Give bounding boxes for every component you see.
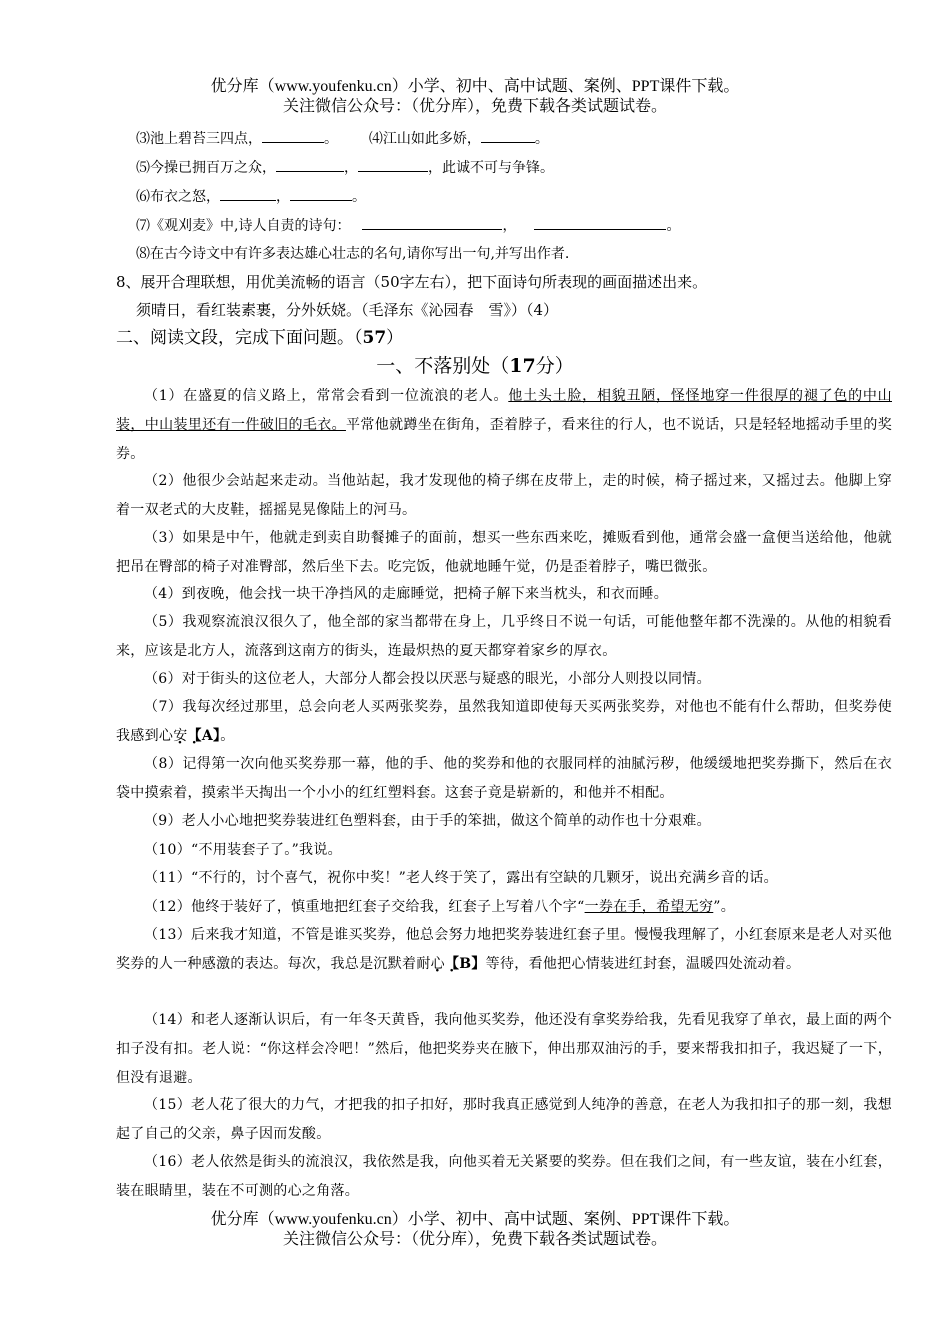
article-title: 一、不落别处（17分） xyxy=(376,355,574,377)
section-heading: 二、阅读文段，完成下面问题。（57） xyxy=(116,328,404,348)
fill-item-8: ⑻在古今诗文中有许多表达雄心壮志的名句,请你写出一句,并写出作者. xyxy=(136,246,570,262)
paragraph-9: （9）老人小心地把奖券装进红色塑料套，由于手的笨拙，做这个简单的动作也十分艰难。 xyxy=(144,813,711,829)
paragraph-1: （1）在盛夏的信义路上，常常会看到一位流浪的老人。他土头土脸，相貌丑陋，怪怪地穿一件很厚的褪了色的中山装，中山装里还有一件破旧的毛衣。平常他就蹲坐在街角，歪着脖子，看来往的行人，也不说话，只是轻轻地摇动手里的奖券。 xyxy=(116,388,892,462)
paragraph-13: （13）后来我才知道，不管是谁买奖券，他总会努力地把奖券装进红套子里。慢慢我理解了，小红套原来是老人对买他奖券的人一种感激的表达。每次，我总是沉默着耐心【B】等待，看他把心情装进红封套，温暖四处流动着。 xyxy=(116,927,892,972)
underlined-phrase: 一券在手，希望无穷 xyxy=(584,899,714,915)
answer-blank[interactable] xyxy=(262,128,324,143)
paragraph-7: （7）我每次经过那里，总会向老人买两张奖券，虽然我知道即使每天买两张奖券，对他也不能有什么帮助，但奖券使我感到心安【A】。 xyxy=(116,699,892,744)
answer-blank[interactable] xyxy=(220,186,276,201)
answer-blank[interactable] xyxy=(358,157,428,172)
mark-b: 【B】 xyxy=(444,956,486,972)
paragraph-2: （2）他很少会站起来走动。当他站起，我才发现他的椅子绑在皮带上，走的时候，椅子摇过来，又摇过去。他脚上穿着一双老式的大皮鞋，摇摇晃晃像陆上的河马。 xyxy=(116,473,892,518)
answer-blank[interactable] xyxy=(276,157,344,172)
answer-blank[interactable] xyxy=(481,128,535,143)
answer-blank[interactable] xyxy=(534,215,666,230)
paragraph-14: （14）和老人逐渐认识后，有一年冬天黄昏，我向他买奖券，他还没有拿奖券给我，先看见我穿了单衣，最上面的两个扣子没有扣。老人说：“你这样会冷吧！”然后，他把奖券夹在腋下，伸出那双油污的手，要来帮我扣扣子，我迟疑了一下，但没有退避。 xyxy=(116,1012,892,1086)
fill-item-6: ⑹布衣之怒， ， 。 xyxy=(136,186,366,207)
paragraph-3: （3）如果是中午，他就走到卖自助餐摊子的面前，想买一些东西来吃，摊贩看到他，通常会盛一盒便当送给他，他就把吊在臀部的椅子对准臀部，然后坐下去。吃完饭，他就地睡午觉，仍是歪着脖子，嘴巴微张。 xyxy=(116,530,892,575)
paragraph-8: （8）记得第一次向他买奖券那一幕，他的手、他的奖券和他的衣服同样的油腻污秽，他缓缓地把奖券撕下，然后在衣袋中摸索着，摸索半天掏出一个小小的红红塑料套。这套子竟是崭新的，和他并不相配。 xyxy=(116,756,892,801)
header-line-2: 关注微信公众号：（优分库），免费下载各类试题试卷。 xyxy=(282,98,667,115)
footer-line-1: 优分库（www.youfenku.cn）小学、初中、高中试题、案例、PPT课件下载。 xyxy=(210,1211,740,1228)
paragraph-15: （15）老人花了很大的力气，才把我的扣子扣好，那时我真正感觉到人纯净的善意，在老人为我扣扣子的那一刻，我想起了自己的父亲，鼻子因而发酸。 xyxy=(116,1097,892,1142)
fill-item-7: ⑺《观刈麦》中,诗人自责的诗句： ， 。 xyxy=(136,215,680,236)
question-8-poem: 须晴日，看红装素裹，分外妖娆。（毛泽东《沁园春 雪》）（4） xyxy=(136,301,559,319)
answer-blank[interactable] xyxy=(362,215,502,230)
paragraph-12: （12）他终于装好了，慎重地把红套子交给我，红套子上写着八个字“一券在手，希望无穷”。 xyxy=(144,899,736,915)
paragraph-5: （5）我观察流浪汉很久了，他全部的家当都带在身上，几乎终日不说一句话，可能他整年都不洗澡的。从他的相貌看来，应该是北方人，流落到这南方的街头，连最炽热的夏天都穿着家乡的厚衣。 xyxy=(116,614,892,659)
paragraph-6: （6）对于街头的这位老人，大部分人都会投以厌恶与疑惑的眼光，小部分人则投以同情。 xyxy=(144,671,711,687)
header-line-1: 优分库（www.youfenku.cn）小学、初中、高中试题、案例、PPT课件下载。 xyxy=(210,78,740,95)
paragraph-10: （10）“不用装套子了。”我说。 xyxy=(144,842,342,858)
fill-item-5: ⑸今操已拥百万之众， ， ，此诚不可与争锋。 xyxy=(136,157,554,178)
question-8: 8、展开合理联想，用优美流畅的语言（50字左右），把下面诗句所表现的画面描述出来。 xyxy=(116,273,708,291)
underlined-sentence: 他土头土脸，相貌丑陋，怪怪地穿一件很厚的褪了色的中山装，中山装里还有一件破旧的毛衣。 xyxy=(116,388,892,433)
paragraph-11: （11）“不行的，讨个喜气，祝你中奖！”老人终于笑了，露出有空缺的几颗牙，说出充满乡音的话。 xyxy=(144,870,778,886)
mark-a: 【A】 xyxy=(187,728,221,744)
paragraph-4: （4）到夜晚，他会找一块干净挡风的走廊睡觉，把椅子解下来当枕头，和衣而睡。 xyxy=(144,586,669,602)
fill-item-3: ⑶池上碧苔三四点， 。 ⑷江山如此多娇， 。 xyxy=(136,128,549,149)
footer-line-2: 关注微信公众号：（优分库），免费下载各类试题试卷。 xyxy=(282,1231,667,1248)
answer-blank[interactable] xyxy=(290,186,352,201)
paragraph-16: （16）老人依然是街头的流浪汉，我依然是我，向他买着无关紧要的奖券。但在我们之间，有一些友谊，装在小红套，装在眼睛里，装在不可测的心之角落。 xyxy=(116,1154,892,1199)
